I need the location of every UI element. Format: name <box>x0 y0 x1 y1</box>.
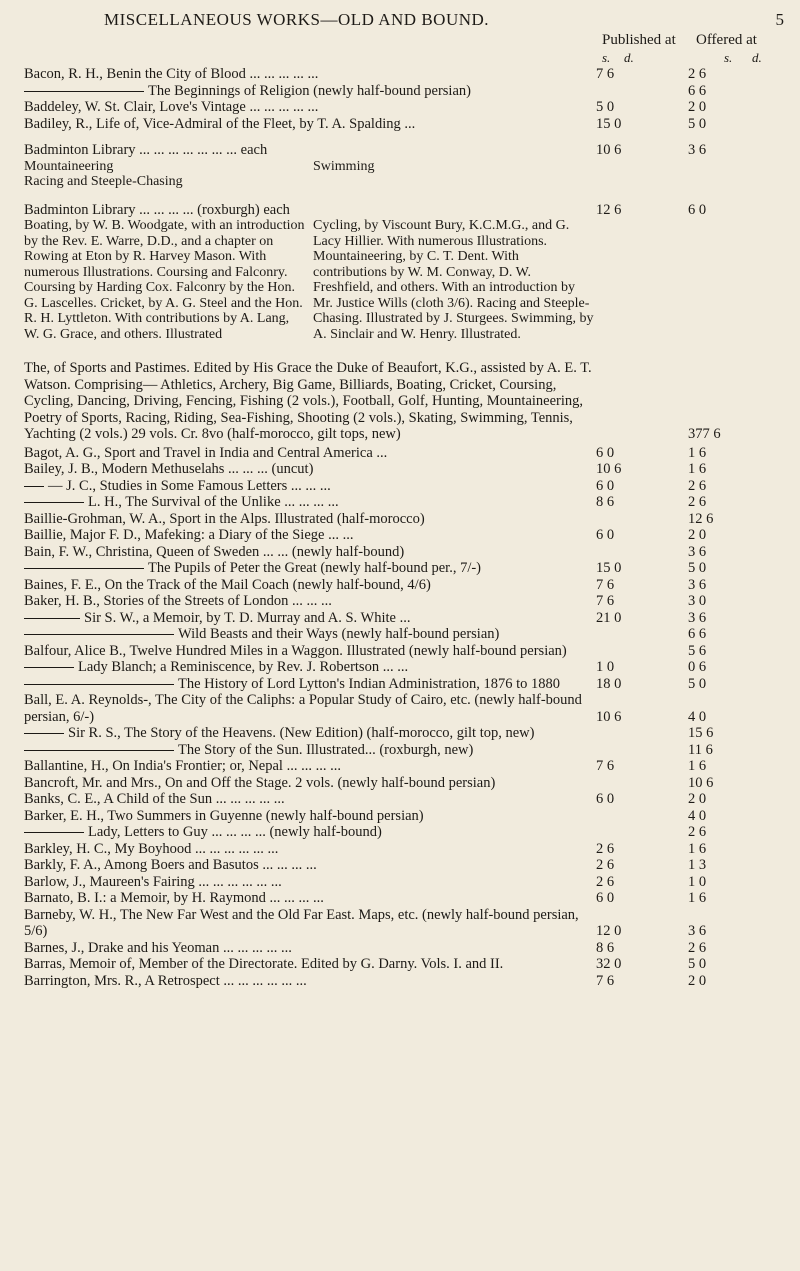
catalogue-entry <box>24 445 788 462</box>
catalogue-entry <box>24 494 788 511</box>
published-price: 18 0 <box>596 675 622 692</box>
entry-text <box>24 527 594 544</box>
offered-price: 11 6 <box>688 741 713 758</box>
offered-price: 4 0 <box>688 807 707 824</box>
catalogue-entry <box>24 890 788 907</box>
offered-price: 2 0 <box>688 527 707 543</box>
page-title: MISCELLANEOUS WORKS—OLD AND BOUND. <box>104 10 490 29</box>
published-price: 2 6 <box>596 857 615 873</box>
catalogue-entry <box>24 841 788 858</box>
offered-price: 1 0 <box>688 873 707 890</box>
entry-title: Bacon, R. H., Benin the City of Blood ... ... ... ... ... <box>24 66 319 82</box>
ditto-rule <box>24 832 84 833</box>
published-price: 7 6 <box>596 66 615 82</box>
catalogue-entry <box>24 725 788 742</box>
entry-title: Wild Beasts and their Ways (newly half-bound persian) <box>178 626 500 642</box>
entry-title: Bancroft, Mr. and Mrs., On and Off the Stage. 2 vols. (newly half-bound persian) <box>24 774 496 791</box>
entry-text <box>24 99 594 116</box>
entry-title: The Story of the Sun. Illustrated... (roxburgh, new) <box>178 741 474 758</box>
entry-title: Sir S. W., a Memoir, by T. D. Murray and A. S. White ... <box>84 609 411 626</box>
published-price: 5 0 <box>596 99 615 115</box>
volume-details-right: Cycling, by Viscount Bury, K.C.M.G., and G. Lacy Hillier. With numerous Illustrations. Mountaineering, by C. T. Dent. With contributions by W. M. Conway, D. W. Freshfield, and others. With an introduction by Mr. Justice Wills (cloth 3/6). Racing and Steeple-Chasing. Illustrated by J. Sturgees. Swimming, by A. Sinclair and W. Henry. Illustrated. <box>313 218 594 342</box>
catalogue-entry <box>24 610 788 627</box>
published-price: 12 0 <box>596 923 622 939</box>
offered-at-label: Offered at <box>696 32 757 48</box>
entry-title: The Beginnings of Religion (newly half-bound persian) <box>148 82 471 99</box>
offered-price: 4 0 <box>688 708 707 725</box>
entry-title: Baker, H. B., Stories of the Streets of London ... ... ... <box>24 593 332 609</box>
catalogue-entry <box>24 956 788 973</box>
offered-price: 3 6 <box>688 923 707 939</box>
entry-text <box>24 956 594 973</box>
entry-text <box>24 791 594 808</box>
entry-title: L. H., The Survival of the Unlike ... ... ... ... <box>88 494 339 510</box>
ditto-rule <box>24 684 174 685</box>
entry-text <box>24 461 594 478</box>
entry-text <box>24 544 594 561</box>
published-price: 7 6 <box>596 972 615 989</box>
offered-price: 15 6 <box>688 725 714 741</box>
offered-price: 5 0 <box>688 675 707 692</box>
entry-title: Barnes, J., Drake and his Yeoman ... ... ... ... ... <box>24 939 292 956</box>
catalogue-entry <box>24 742 788 759</box>
entry-title: Barkley, H. C., My Boyhood ... ... ... ... ... ... <box>24 840 279 857</box>
ditto-rule <box>24 91 144 92</box>
entry-text <box>24 676 594 693</box>
ditto-rule <box>24 634 174 635</box>
offered-price: 2 6 <box>688 66 707 82</box>
offered-price: 1 3 <box>688 857 707 873</box>
catalogue-entry <box>24 83 788 100</box>
published-price: 7 6 <box>596 593 615 609</box>
offered-price: 5 0 <box>688 956 707 972</box>
offered-price: 1 6 <box>688 444 707 461</box>
published-price: 15 0 <box>596 115 622 132</box>
offered-price: 1 6 <box>688 890 707 906</box>
badminton-volume-details <box>24 218 594 342</box>
catalogue-entry <box>24 511 788 528</box>
offered-price: 3 6 <box>688 142 707 158</box>
entry-text <box>24 66 594 83</box>
entry-text <box>24 725 594 742</box>
offered-price: 1 6 <box>688 840 707 857</box>
published-price: 6 0 <box>596 444 615 461</box>
entry-list <box>24 66 788 989</box>
ditto-rule <box>24 502 84 503</box>
catalogue-entry <box>24 478 788 495</box>
catalogue-entry <box>24 360 788 443</box>
offered-price: 3 6 <box>688 576 707 593</box>
entry-title: Badminton Library ... ... ... ... ... ... ... each <box>24 142 268 158</box>
catalogue-entry <box>24 758 788 775</box>
catalogue-entry <box>24 808 788 825</box>
subject-item: Mountaineering <box>24 158 114 174</box>
offered-price: 2 0 <box>688 99 707 115</box>
catalogue-entry <box>24 824 788 841</box>
catalogue-entry <box>24 940 788 957</box>
entry-title: The Pupils of Peter the Great (newly half-bound per., 7/-) <box>148 560 482 576</box>
ditto-rule <box>24 618 80 619</box>
catalogue-entry <box>24 676 788 693</box>
subject-item: Racing and Steeple-Chasing <box>24 174 183 189</box>
entry-text <box>24 83 594 100</box>
entry-title: Balfour, Alice B., Twelve Hundred Miles in a Waggon. Illustrated (newly half-bound persian) <box>24 642 567 659</box>
subjects-right <box>305 159 594 190</box>
catalogue-entry <box>24 659 788 676</box>
catalogue-entry <box>24 577 788 594</box>
published-price: 6 0 <box>596 890 615 906</box>
published-price: 8 6 <box>596 939 615 956</box>
entry-text <box>24 202 594 219</box>
unit-row <box>24 50 788 66</box>
entry-text <box>24 142 594 159</box>
published-price: 6 0 <box>596 527 615 543</box>
offered-price: 6 6 <box>688 82 707 99</box>
catalogue-entry <box>24 973 788 990</box>
published-price: 7 6 <box>596 576 615 593</box>
entry-title: Baillie-Grohman, W. A., Sport in the Alps. Illustrated (half-morocco) <box>24 510 425 527</box>
offered-price: 5 0 <box>688 560 707 576</box>
entry-title: Barneby, W. H., The New Far West and the Old Far East. Maps, etc. (newly half-bound persian, 5/6) <box>24 906 579 939</box>
subjects-left <box>24 159 305 190</box>
offered-price: 2 6 <box>688 477 707 494</box>
published-price: 6 0 <box>596 477 615 494</box>
published-price: 32 0 <box>596 956 622 972</box>
offered-price: 1 6 <box>688 758 707 774</box>
offered-price: 3 0 <box>688 593 707 609</box>
entry-text <box>24 643 594 660</box>
catalogue-entry <box>24 99 788 116</box>
entry-text <box>24 758 594 775</box>
published-price: 10 6 <box>596 708 622 725</box>
catalogue-entry <box>24 544 788 561</box>
entry-text <box>24 907 594 940</box>
unit-d-pub: d. <box>624 50 634 65</box>
published-price: 12 6 <box>596 201 622 218</box>
volume-details-left: Boating, by W. B. Woodgate, with an introduction by the Rev. E. Warre, D.D., and a chapter on Rowing at Eton by R. Harvey Mason. With numerous Illustrations. Coursing and Falconry. Coursing by Harding Cox. Falconry by the Hon. G. Lascelles. Cricket, by A. G. Steel and the Hon. R. H. Lyttleton. With contributions by A. Lang, W. G. Grace, and others. Illustrated <box>24 218 305 342</box>
entry-text <box>24 577 594 594</box>
catalogue-page <box>24 10 788 989</box>
price-column-header <box>24 32 788 54</box>
catalogue-entry <box>24 527 788 544</box>
published-price: 2 6 <box>596 840 615 857</box>
entry-text <box>24 890 594 907</box>
catalogue-entry <box>24 142 788 159</box>
entry-text <box>24 511 594 528</box>
published-price: 10 6 <box>596 461 622 477</box>
entry-text <box>24 973 594 990</box>
offered-price: 0 6 <box>688 659 707 675</box>
entry-title: Barkly, F. A., Among Boers and Basutos ... ... ... ... <box>24 857 317 873</box>
entry-title: — J. C., Studies in Some Famous Letters ... ... ... <box>48 477 331 494</box>
page-number: 5 <box>775 10 784 29</box>
ditto-rule <box>24 486 44 487</box>
published-price: 21 0 <box>596 609 622 626</box>
entry-text <box>24 360 594 443</box>
offered-price: 2 6 <box>688 494 707 510</box>
catalogue-entry <box>24 791 788 808</box>
entry-text <box>24 874 594 891</box>
offered-price: 2 6 <box>688 824 707 840</box>
entry-text <box>24 626 594 643</box>
published-price: 8 6 <box>596 494 615 510</box>
published-price: 15 0 <box>596 560 622 576</box>
entry-title: Bain, F. W., Christina, Queen of Sweden ... ... (newly half-bound) <box>24 543 405 560</box>
badminton-subjects <box>24 159 594 190</box>
published-price: 10 6 <box>596 142 622 158</box>
catalogue-entry <box>24 907 788 940</box>
offered-price: 12 6 <box>688 510 714 527</box>
catalogue-entry <box>24 857 788 874</box>
ditto-rule <box>24 750 174 751</box>
unit-s-pub: s. <box>602 50 611 65</box>
entry-title: The History of Lord Lytton's Indian Administration, 1876 to 1880 <box>178 675 560 692</box>
catalogue-entry <box>24 643 788 660</box>
offered-price: 377 6 <box>688 426 721 442</box>
entry-text <box>24 692 594 725</box>
entry-title: The, of Sports and Pastimes. Edited by His Grace the Duke of Beaufort, K.G., assisted by A. E. T. Watson. Comprising— Athletics, Archery, Big Game, Billiards, Boating, Cricket, Coursing, Cycling, Dancing, Driving, Fencing, Fishing (2 vols.), Football, Golf, Hunting, Mountaineering, Poetry of Sports, Racing, Riding, Sea-Fishing, Shooting (2 vols.), Skating, Swimming, Tennis, Yachting (2 vols.) 29 vols. Cr. 8vo (half-morocco, gilt tops, new) <box>24 360 592 442</box>
entry-title: Badminton Library ... ... ... ... (roxburgh) each <box>24 201 290 218</box>
offered-price: 2 0 <box>688 972 707 989</box>
published-price: 7 6 <box>596 758 615 774</box>
entry-text <box>24 824 594 841</box>
published-price: 2 6 <box>596 873 615 890</box>
entry-title: Ballantine, H., On India's Frontier; or, Nepal ... ... ... ... <box>24 758 341 774</box>
entry-title: Barnato, B. I.: a Memoir, by H. Raymond ... ... ... ... <box>24 890 324 906</box>
catalogue-entry <box>24 560 788 577</box>
entry-title: Badiley, R., Life of, Vice-Admiral of the Fleet, by T. A. Spalding ... <box>24 115 416 132</box>
catalogue-entry <box>24 461 788 478</box>
subject-item: Swimming <box>313 158 375 174</box>
entry-title: Lady Blanch; a Reminiscence, by Rev. J. Robertson ... ... <box>78 659 409 675</box>
entry-text <box>24 116 594 133</box>
entry-text <box>24 659 594 676</box>
catalogue-entry <box>24 202 788 219</box>
catalogue-entry <box>24 874 788 891</box>
entry-title: Barker, E. H., Two Summers in Guyenne (newly half-bound persian) <box>24 807 424 824</box>
offered-price: 6 0 <box>688 201 707 218</box>
catalogue-entry <box>24 116 788 133</box>
entry-text <box>24 445 594 462</box>
offered-price: 2 0 <box>688 791 707 807</box>
entry-title: Baillie, Major F. D., Mafeking: a Diary of the Siege ... ... <box>24 527 354 543</box>
ditto-rule <box>24 568 144 569</box>
entry-text <box>24 775 594 792</box>
entry-title: Sir R. S., The Story of the Heavens. (New Edition) (half-morocco, gilt top, new) <box>68 725 535 741</box>
offered-price: 6 6 <box>688 626 707 642</box>
ditto-rule <box>24 733 64 734</box>
entry-title: Barrington, Mrs. R., A Retrospect ... ... ... ... ... ... <box>24 972 307 989</box>
entry-text <box>24 593 594 610</box>
offered-price: 1 6 <box>688 461 707 477</box>
entry-title: Bailey, J. B., Modern Methuselahs ... ... ... (uncut) <box>24 461 314 477</box>
entry-text <box>24 610 594 627</box>
catalogue-entry <box>24 66 788 83</box>
catalogue-entry <box>24 626 788 643</box>
offered-price: 10 6 <box>688 774 714 791</box>
offered-price: 2 6 <box>688 939 707 956</box>
entry-text <box>24 494 594 511</box>
entry-title: Barlow, J., Maureen's Fairing ... ... ... ... ... ... <box>24 873 282 890</box>
unit-d-off: d. <box>752 50 762 65</box>
entry-text <box>24 808 594 825</box>
entry-text <box>24 560 594 577</box>
entry-text <box>24 940 594 957</box>
entry-title: Banks, C. E., A Child of the Sun ... ... ... ... ... <box>24 791 285 807</box>
ditto-rule <box>24 667 74 668</box>
entry-title: Baines, F. E., On the Track of the Mail Coach (newly half-bound, 4/6) <box>24 576 431 593</box>
entry-title: Lady, Letters to Guy ... ... ... ... (newly half-bound) <box>88 824 382 840</box>
entry-text <box>24 478 594 495</box>
offered-price: 3 6 <box>688 543 707 560</box>
entry-text <box>24 841 594 858</box>
entry-title: Barras, Memoir of, Member of the Directorate. Edited by G. Darny. Vols. I. and II. <box>24 956 504 972</box>
offered-price: 3 6 <box>688 609 707 626</box>
offered-price: 5 6 <box>688 642 707 659</box>
entry-title: Bagot, A. G., Sport and Travel in India and Central America ... <box>24 444 388 461</box>
published-at-label: Published at <box>602 32 676 48</box>
entry-text <box>24 742 594 759</box>
entry-title: Baddeley, W. St. Clair, Love's Vintage ... ... ... ... ... <box>24 99 319 115</box>
catalogue-entry <box>24 593 788 610</box>
offered-price: 5 0 <box>688 115 707 132</box>
catalogue-entry <box>24 775 788 792</box>
published-price: 1 0 <box>596 659 615 675</box>
catalogue-entry <box>24 692 788 725</box>
entry-text <box>24 857 594 874</box>
unit-s-off: s. <box>724 50 733 65</box>
entry-title: Ball, E. A. Reynolds-, The City of the Caliphs: a Popular Study of Cairo, etc. (newly half-bound persian, 6/-) <box>24 692 582 725</box>
published-price: 6 0 <box>596 791 615 807</box>
